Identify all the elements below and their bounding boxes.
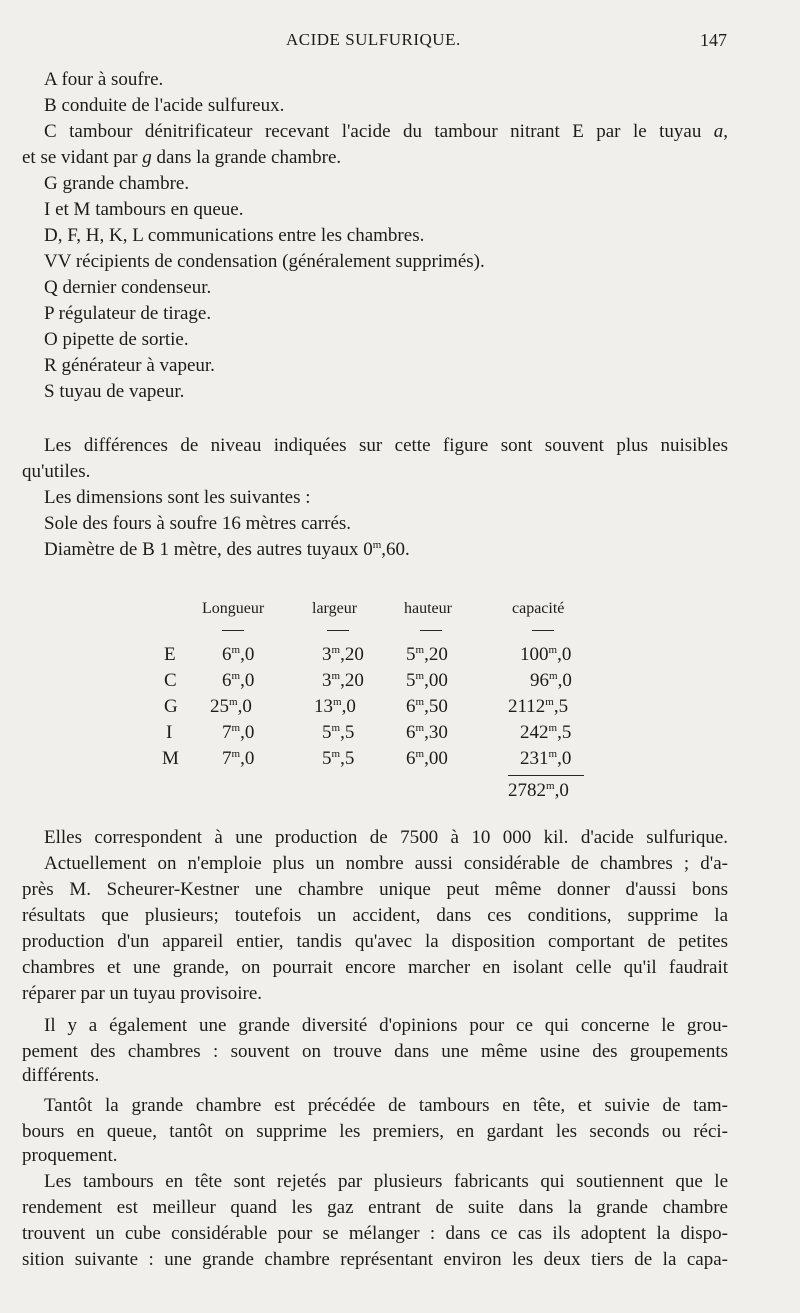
cell-capacite: 2112$^m$,5 — [508, 696, 569, 717]
legend-continuation: et se vidant par g dans la grande chambre. — [22, 147, 342, 168]
legend-text: conduite de l'acide sulfureux. — [61, 95, 285, 116]
legend-text: tambour dénitrificateur recevant l'acide du tambour nitrant E par le tuyau — [69, 121, 702, 142]
paragraph-tete-line: sition suivante : une grande chambre représentant environ les deux tiers de la capa- — [22, 1249, 728, 1270]
legend-text: grande chambre. — [62, 173, 190, 194]
diametre-line: Diamètre de B 1 mètre, des autres tuyaux 0$^m$,60. — [44, 539, 410, 560]
production-line: Elles correspondent à une production de 7500 à 10 000 kil. d'acide sulfurique. — [44, 827, 728, 848]
legend-text: tuyau de vapeur. — [59, 381, 185, 402]
legend-letter: Q — [44, 277, 58, 298]
legend-letter: A — [44, 69, 57, 90]
legend-variable: a — [713, 121, 724, 142]
legend-item-a — [44, 68, 163, 92]
legend-item-i-m — [44, 198, 243, 222]
paragraph-tete-line: rendement est meilleur quand les gaz entrant de suite dans la grande chambre — [22, 1197, 728, 1218]
legend-letter: C — [44, 121, 57, 142]
paragraph-tantot-line: Tantôt la grande chambre est précédée de tambours en tête, et suivie de tam- — [44, 1095, 728, 1116]
header-dash — [420, 630, 442, 631]
paragraph-levels-line: qu'utiles. — [22, 461, 91, 482]
legend-item-b — [44, 94, 284, 118]
cell-largeur: 5$^m$,5 — [322, 722, 355, 743]
cell-longueur: 7$^m$,0 — [222, 722, 255, 743]
page-number: 147 — [700, 30, 727, 50]
cell-longueur: 25$^m$,0 — [210, 696, 252, 717]
paragraph-tantot-line: proquement. — [22, 1145, 118, 1166]
dimensions-intro: Les dimensions sont les suivantes : — [44, 487, 311, 508]
page-header — [0, 30, 800, 54]
paragraph-actuel-line: Actuellement on n'emploie plus un nombre aussi considérable de chambres ; d'a- — [44, 853, 728, 874]
header-dash — [327, 630, 349, 631]
cell-capacite: 100$^m$,0 — [520, 644, 572, 665]
sole-line: Sole des fours à soufre 16 mètres carrés. — [44, 513, 352, 534]
cell-total-capacite: 2782$^m$,0 — [508, 780, 569, 801]
cell-capacite: 231$^m$,0 — [520, 748, 572, 769]
row-name: M — [162, 748, 179, 769]
cell-largeur: 3$^m$,20 — [322, 644, 364, 665]
legend-item-g — [44, 172, 189, 196]
legend-text: tambours en queue. — [95, 199, 244, 220]
legend-variable: g — [142, 147, 152, 168]
row-name: E — [164, 644, 176, 665]
legend-item-vv — [44, 250, 485, 274]
legend-letter: I et M — [44, 199, 91, 220]
column-header-hauteur: hauteur — [404, 600, 452, 617]
legend-letter: O — [44, 329, 58, 350]
cell-capacite: 242$^m$,5 — [520, 722, 572, 743]
column-header-longueur: Longueur — [202, 600, 265, 617]
column-header-largeur: largeur — [312, 600, 358, 617]
cell-longueur: 6$^m$,0 — [222, 670, 255, 691]
paragraph-actuel-line: près M. Scheurer-Kestner une chambre unique peut même donner d'aussi bons — [22, 879, 728, 900]
legend-item-communications — [44, 224, 424, 248]
legend-item-q — [44, 276, 211, 300]
sum-rule — [508, 775, 584, 776]
cell-largeur: 3$^m$,20 — [322, 670, 364, 691]
paragraph-actuel-line: chambres et une grande, on pourrait encore marcher en isolant celle qu'il faudrait — [22, 957, 728, 978]
legend-letter: S — [44, 381, 55, 402]
dimensions-table — [0, 600, 800, 810]
legend-item-c: C tambour dénitrificateur recevant l'acide du tambour nitrant E par le tuyau a, — [44, 121, 729, 142]
paragraph-diversite-line: Il y a également une grande diversité d'opinions pour ce qui concerne le grou- — [44, 1015, 728, 1036]
cell-hauteur: 5$^m$,00 — [406, 670, 448, 691]
paragraph-tete-line: Les tambours en tête sont rejetés par plusieurs fabricants qui soutiennent que le — [44, 1171, 728, 1192]
cell-longueur: 6$^m$,0 — [222, 644, 255, 665]
paragraph-levels-line: Les différences de niveau indiquées sur cette figure sont souvent plus nuisibles — [44, 435, 728, 456]
cell-largeur: 5$^m$,5 — [322, 748, 355, 769]
legend-text: récipients de condensation (généralement supprimés). — [75, 251, 485, 272]
cell-capacite: 96$^m$,0 — [530, 670, 572, 691]
legend-text: four à soufre. — [61, 69, 164, 90]
cell-hauteur: 6$^m$,50 — [406, 696, 448, 717]
legend-letter: P — [44, 303, 54, 324]
row-name: G — [164, 696, 178, 717]
legend-text: générateur à vapeur. — [61, 355, 215, 376]
paragraph-diversite-line: pement des chambres : souvent on trouve dans une même usine des groupements — [22, 1041, 728, 1062]
legend-item-p — [44, 302, 211, 326]
legend-letter: G — [44, 173, 58, 194]
row-name: I — [166, 722, 173, 743]
paragraph-diversite-line: différents. — [22, 1065, 100, 1086]
header-dash — [222, 630, 244, 631]
legend-letter: R — [44, 355, 57, 376]
legend-item-s — [44, 380, 184, 404]
legend-text: dernier condenseur. — [62, 277, 212, 298]
cell-largeur: 13$^m$,0 — [314, 696, 356, 717]
running-title: ACIDE SULFURIQUE. — [286, 30, 461, 49]
legend-item-o — [44, 328, 189, 352]
header-dash — [532, 630, 554, 631]
paragraph-actuel-line: résultats que plusieurs; toutefois un accident, dans ces conditions, supprime la — [22, 905, 728, 926]
legend-text: communications entre les chambres. — [147, 225, 425, 246]
legend-letter: VV — [44, 251, 72, 272]
row-name: C — [164, 670, 177, 691]
cell-hauteur: 6$^m$,30 — [406, 722, 448, 743]
cell-hauteur: 6$^m$,00 — [406, 748, 448, 769]
paragraph-tete-line: trouvent un cube considérable pour se mélanger : dans ce cas ils adoptent la dispo- — [22, 1223, 728, 1244]
legend-item-r — [44, 354, 215, 378]
legend-letter: B — [44, 95, 57, 116]
legend-text: régulateur de tirage. — [58, 303, 212, 324]
cell-longueur: 7$^m$,0 — [222, 748, 255, 769]
column-header-capacite: capacité — [512, 600, 565, 617]
paragraph-actuel-line: réparer par un tuyau provisoire. — [22, 983, 263, 1004]
legend-letter: D, F, H, K, L — [44, 225, 144, 246]
paragraph-actuel-line: production d'un appareil entier, tandis qu'avec la disposition comportant de petites — [22, 931, 728, 952]
cell-hauteur: 5$^m$,20 — [406, 644, 448, 665]
paragraph-tantot-line: bours en queue, tantôt on supprime les premiers, en gardant les seconds ou réci- — [22, 1121, 728, 1142]
legend-text: pipette de sortie. — [62, 329, 189, 350]
